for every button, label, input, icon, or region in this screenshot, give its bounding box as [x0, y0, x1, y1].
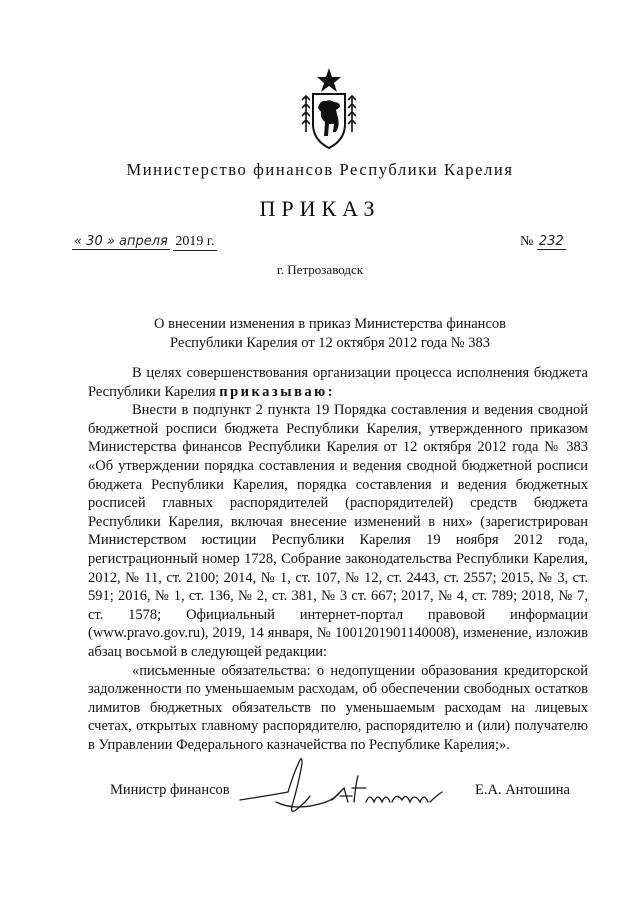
document-date [72, 234, 217, 251]
body-paragraph-3: «письменные обязательства: о недопущении образования кредиторской задолженности по уменьшаемым расходам, об обеспечении свободных остатков лимитов бюджетных обязательств по уменьшаемым расходам на лицевых счетах, открытых главному распорядителю, распорядителю и (или) получателю в Управлении Федерального казначейства по Республике Карелия;». [88, 662, 588, 753]
order-keyword: приказываю: [219, 383, 336, 400]
body-paragraph-2: Внести в подпункт 2 пункта 19 Порядка составления и ведения сводной бюджетной росписи бюджета Республики Карелия, утвержденного приказом Министерства финансов Республики Карелия от 12 октября 2012 года № 383 «Об утверждении порядка составления и ведения сводной бюджетной росписи бюджета Республики Карелия, порядка составления и ведения бюджетных росписей главных распорядителей (распорядителей) средств бюджета Республики Карелия, включая внесение изменений в них» (зарегистрирован Министерством юстиции Республики Карелия 19 ноября 2012 года, регистрационный номер 1728, Собрание законодательства Республики Карелия, 2012, № 11, ст. 2100; 2014, № 1, ст. 107, № 12, ст. 2443, ст. 2557; 2015, № 3, ст. 591; 2016, № 1, ст. 136, № 2, ст. 381, № 3 ст. 667; 2017, № 4, ст. 789; 2018, № 7, ст. 1578; Официальный интернет-портал правовой информации (www.pravo.gov.ru), 2019, 14 января, № 1001201901140008), изменение, изложив абзац восьмой в следующей редакции: [88, 402, 588, 660]
handwritten-signature [236, 752, 456, 822]
signatory-title: Министр финансов [110, 782, 230, 798]
document-number [520, 234, 566, 250]
date-day-field: « 30 » апреля [74, 234, 168, 249]
number-value: 232 [538, 234, 564, 249]
ministry-name: Министерство финансов Республики Карелия [126, 160, 514, 179]
date-year: 2019 г. [175, 234, 215, 249]
coat-of-arms-emblem [296, 66, 362, 150]
body-paragraph-1: В целях совершенствования организации процесса исполнения бюджета Республики Карелия приказываю: [88, 365, 588, 400]
document-type: ПРИКАЗ [259, 196, 381, 221]
city: г. Петрозаводск [276, 262, 364, 277]
number-prefix: № [520, 234, 534, 249]
document-body [88, 364, 588, 754]
signatory-name: Е.А. Антошина [475, 782, 570, 798]
document-subject [100, 315, 560, 353]
star-icon [317, 68, 341, 92]
subject-line-1: О внесении изменения в приказ Министерства финансов [154, 316, 506, 332]
subject-line-2: Республики Карелия от 12 октября 2012 года № 383 [170, 335, 490, 351]
